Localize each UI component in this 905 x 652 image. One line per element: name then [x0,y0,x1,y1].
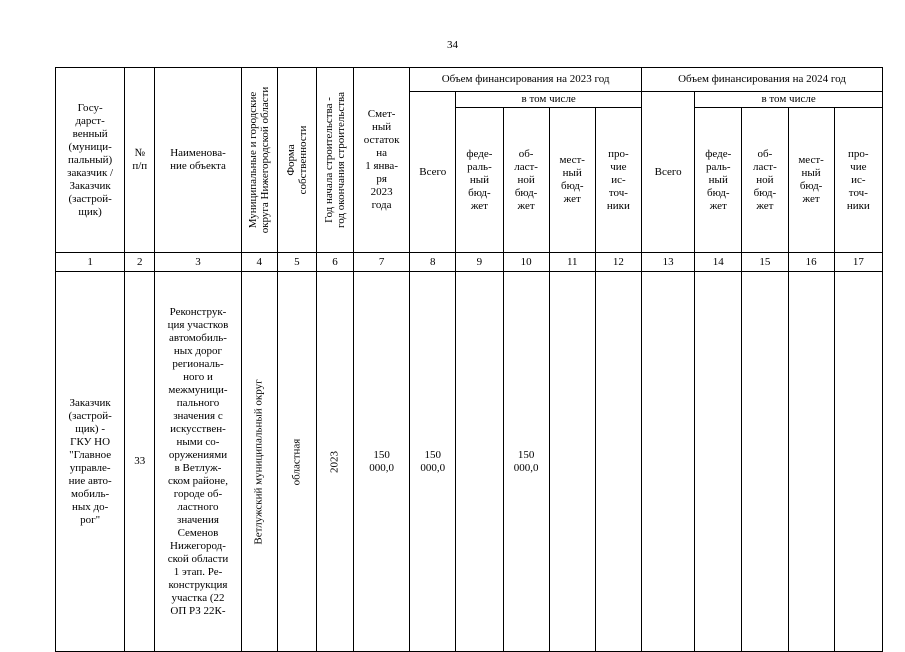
column-number: 7 [354,253,410,272]
column-number: 10 [503,253,549,272]
header-total-2024: Всего [642,92,695,253]
column-number: 13 [642,253,695,272]
header-municipality: Муниципальные и городские округа Нижегородской области [241,68,277,253]
header-number: № п/п [125,68,155,253]
column-number: 4 [241,253,277,272]
cell-customer: Заказчик (застрой- щик) - ГКУ НО "Главное управле- ние авто- мобиль- ных до- рог" [56,272,125,652]
cell-total-2024 [642,272,695,652]
financing-table [55,67,883,652]
column-number: 15 [742,253,788,272]
column-number: 11 [549,253,595,272]
cell-other-2023 [595,272,641,652]
cell-estimate: 150 000,0 [354,272,410,652]
cell-number: 33 [125,272,155,652]
cell-years: 2023 [316,272,353,652]
column-number: 12 [595,253,641,272]
cell-federal-2024 [695,272,742,652]
header-regional-2023: об- ласт- ной бюд- жет [503,108,549,253]
cell-other-2024 [834,272,882,652]
header-federal-2023: феде- раль- ный бюд- жет [456,108,503,253]
cell-total-2023: 150 000,0 [410,272,456,652]
column-number: 3 [155,253,241,272]
header-regional-2024: об- ласт- ной бюд- жет [742,108,788,253]
header-object-name: Наименова- ние объекта [155,68,241,253]
header-including-2024: в том числе [695,92,883,108]
header-funding-2024: Объем финансирования на 2024 год [642,68,883,92]
cell-regional-2024 [742,272,788,652]
column-number: 17 [834,253,882,272]
cell-federal-2023 [456,272,503,652]
header-including-2023: в том числе [456,92,642,108]
header-customer: Госу- дарст- венный (муници- пальный) заказчик / Заказчик (застрой- щик) [56,68,125,253]
column-number: 6 [316,253,353,272]
header-other-2024: про- чие ис- точ- ники [834,108,882,253]
header-local-2023: мест- ный бюд- жет [549,108,595,253]
header-years: Год начала строительства - год окончания строительства [316,68,353,253]
header-other-2023: про- чие ис- точ- ники [595,108,641,253]
column-number: 14 [695,253,742,272]
cell-regional-2023: 150 000,0 [503,272,549,652]
cell-municipality: Ветлужский муниципальный округ [241,272,277,652]
column-number: 1 [56,253,125,272]
cell-ownership: областная [277,272,316,652]
header-local-2024: мест- ный бюд- жет [788,108,834,253]
cell-object-name: Реконструк- ция участков автомобиль- ных дорог региональ- ного и межмуници- пального значения с искусствен- ными со- оружениями в Ветлуж- ском районе, городе об- ластного значения Семенов Нижегород- ской области 1 этап. Ре- конструкция участка (22 ОП РЗ 22К- [155,272,241,652]
column-number: 5 [277,253,316,272]
column-number: 9 [456,253,503,272]
header-total-2023: Всего [410,92,456,253]
header-ownership: Форма собственности [277,68,316,253]
column-number: 2 [125,253,155,272]
page-number: 34 [447,39,458,51]
header-funding-2023: Объем финансирования на 2023 год [410,68,642,92]
column-number: 8 [410,253,456,272]
header-estimate: Смет- ный остаток на 1 янва- ря 2023 года [354,68,410,253]
column-number: 16 [788,253,834,272]
header-federal-2024: феде- раль- ный бюд- жет [695,108,742,253]
cell-local-2024 [788,272,834,652]
cell-local-2023 [549,272,595,652]
